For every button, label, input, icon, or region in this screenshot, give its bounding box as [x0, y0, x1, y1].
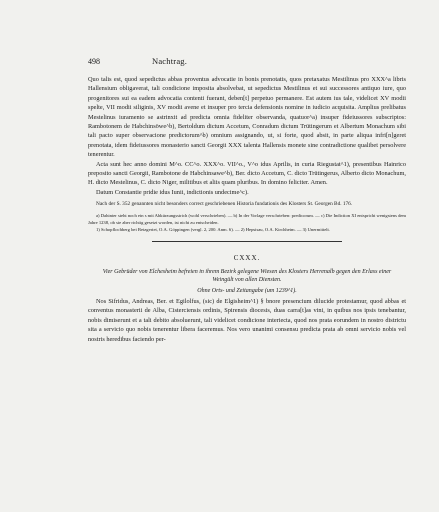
page-header — [88, 56, 406, 70]
section-number: CXXX. — [233, 253, 261, 262]
footnote: a) Dahinter steht noch ein s mit Abkürzungsstrich (wohl verschrieben). — b) In der Vorlage verschrieben: predicorum. — c) Die Indiction XI entspricht wenigstens dem Jahre 1238, ob sie aber richtig gesetzt worden, ist nicht zu entscheiden. — [88, 212, 406, 225]
section-regest: Vier Gebrüder von Elchesheim befreien in ihrem Bezirk gelegene Wiesen des Klosters Herrenalb gegen den Erlass einer Weingült von allen Diensten. — [102, 268, 392, 284]
page-content — [88, 56, 406, 344]
page-number: 498 — [88, 57, 100, 66]
paragraph: Quo talis est, quod sepedictus abbas proventus advocatie in bonis prenotatis, quos pretaxatus Mestilinus pro XXX^a libris Hallensium obligaverat, tali condicione imposita absolvebat, ut sepedictus Mestilinus et sui successores antiquo iure, quo progenitores sui ea eadem advocatia contenti fuerant, deben[t] perpetuo permanere. Est autem ius tale, videlicet XV modii spelte, VII modii siliginis, XV modii avene et insuper pro tercia defensionis nomine in iudicio acquisita. Amplius prelibatus Mestelinus iuramento se astrinxit ad predicta omnia fideliter observanda, quatuor^a) insuper fideiussores subscriptos: Rambotonem de Habchinsöwe^b), Bertoldum dictum Accetum, Conradum dictum Trütingerum et Albertum Monachum sibi tali pacto super observacione predictorum^b) omnium assignando, ut, si forte, quod absit, in parte aliqua infri[n]geret prenotata, idem fideiussores monasterio sancti Georgii XXX talenta Hallensis monete sine contradictione qualibet persolvere tenerentur. — [88, 76, 406, 159]
paragraph: Nos Sifridus, Andreas, Ber. et Egilolfus, (sic) de Elgisheim^1) § bnore presencium dilucide protestamur, quod abbas et conventus monasterii de Alba, Cisterciensis ordinis, Spirensis diocesis, duas carra[t]as vini, in quibus nos ipsis tenebantur, nobis dimiserunt et a tali debito absoluerunt, tali videlicet condicione interiecta, quod nos prata eorundem in nostro districtu sita a servicio quo nobis tenerentur libera faceremus. Nos vero unanimi consensu predicta prata ab omni servicio nobis vel nostris heredibus faciendo per- — [88, 298, 406, 343]
section-date-note: Ohne Orts- und Zeitangabe (um 1239^1). — [197, 288, 297, 295]
divider-rule — [152, 241, 342, 242]
section-body — [88, 297, 406, 344]
running-head: Nachtrag. — [152, 56, 188, 66]
footnote: 1) Schopflochberg bei Betzgeriet, O.A. Göppingen (vergl. 2, 200. Anm. 6). — 2) Hepsisau, O.A. Kirchheim. — 3) Unermittelt. — [96, 226, 330, 232]
source-note: Nach der S. 352 genannten nicht besonders correct geschriebenen Historia fundationis des Klosters St. Georgen Bd. 176. — [96, 201, 353, 208]
paragraph: Acta sunt hec anno domini M^o. CC^o. XXX^o. VII^o., V^o idus Aprilis, in curia Riegustat^1), presentibus Hainrico preposito sancti Georgii, Rambotone de Habchinsawe^b), Ber. dicto Accetum, C. dicto Trütingerus, Alberto dicto Monachum, H. dicto Mestelinus, C. dicto Niger, militibus et aliis quam pluribus. In domino feliciter. Amen. — [88, 160, 406, 187]
document-body — [88, 75, 406, 197]
footnotes — [88, 212, 406, 233]
paragraph: Datum Constantie pridie idus Iunii, indictionis undecime^c). — [96, 188, 249, 196]
